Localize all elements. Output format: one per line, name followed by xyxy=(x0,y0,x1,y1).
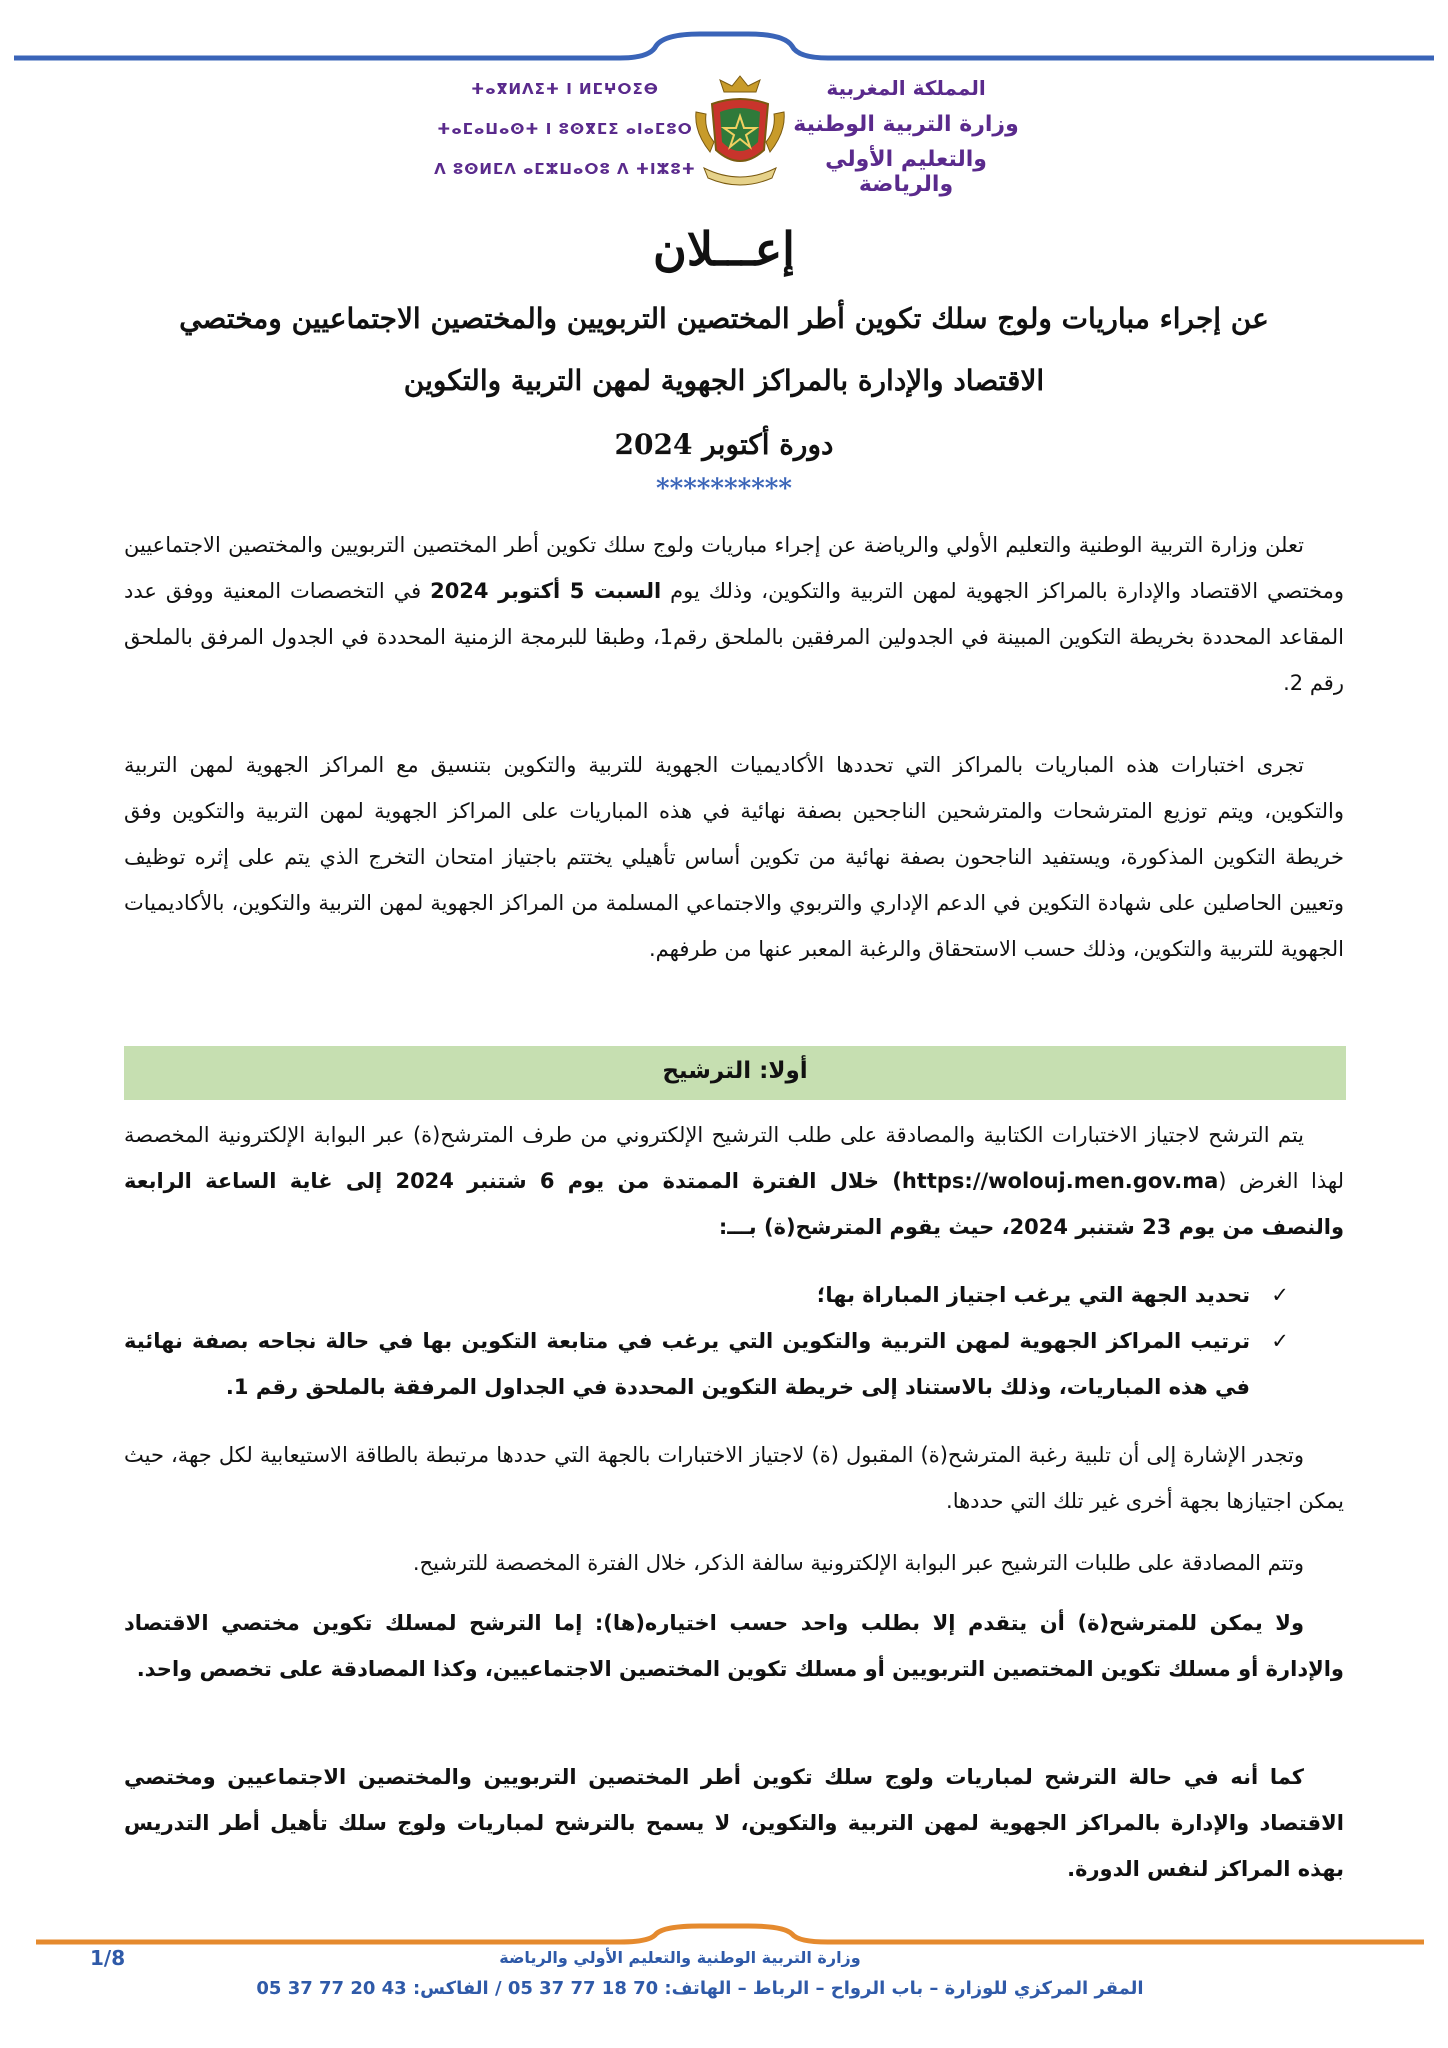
title-separator-stars: ********** xyxy=(656,474,792,504)
exclusion-note-text: كما أنه في حالة الترشح لمباريات ولوج سلك تكوين أطر المختصين التربويين والمختصين الاجتماعيين ومختصي الاقتصاد والإدارة بالمراكز الجهوية لمهن التربية والتكوين، لا يسمح بالترشح لمباريات ولوج سلك تأهيل أطر التدريس بهذه المراكز لنفس الدورة. xyxy=(124,1765,1344,1881)
section-heading-candidacy: أولا: الترشيح xyxy=(662,1058,808,1084)
footer-fax: 05 37 77 20 43 xyxy=(256,1978,407,1999)
capacity-note-paragraph xyxy=(124,1432,1344,1524)
exam-details-text: تجرى اختبارات هذه المباريات بالمراكز التي تحددها الأكاديميات الجهوية للتربية والتكوين بتنسيق مع المراكز الجهوية لمهن التربية والتكوين، ويتم توزيع المترشحات والمترشحين الناجحين بصفة نهائية في هذه المباريات على المراكز الجهوية لمهن التربية والتكوين وفق خريطة التكوين المذكورة، ويستفيد الناجحون بصفة نهائية من تكوين أساس تأهيلي يختتم باجتياز امتحان التخرج الذي يتم على إثره توظيف وتعيين الحاصلين على شهادة التكوين في الدعم الإداري والتربوي والاجتماعي المسلمة من المراكز الجهوية لمهن التربية والتكوين، بالأكاديميات الجهوية للتربية والتكوين، وذلك حسب الاستحقاق والرغبة المعبر عنها من طرفهم. xyxy=(124,753,1344,961)
intro-text-a: تعلن وزارة التربية الوطنية والتعليم الأولي والرياضة عن إجراء مباريات ولوج سلك تكوين أطر المختصين التربويين والمختصين الاجتماعيين ومختصي الاقتصاد والإدارة بالمراكز الجهوية لمهن التربية والتكوين، وذلك يوم xyxy=(124,533,1344,603)
candidacy-step-2-text: ترتيب المراكز الجهوية لمهن التربية والتكوين التي يرغب في متابعة التكوين بها في حالة نجاحه بصفة نهائية في هذه المباريات، وذلك بالاستناد إلى خريطة التكوين المحددة في الجداول المرفقة بالملحق رقم 1. xyxy=(124,1329,1250,1399)
header-tifinagh-line3: ⴷ ⵓⵙⵍⵎⴷ ⴰⵎⵣⵡⴰⵔⵓ ⴷ ⵜⵏⵣⵓⵜ xyxy=(434,160,696,178)
candidacy-step-1 xyxy=(124,1272,1300,1318)
candidacy-period: ) خلال الفترة الممتدة من يوم 6 شتنبر 2024 إلى غاية الساعة الرابعة والنصف من يوم 23 شتنبر 2024، حيث يقوم المترشح(ة) بـــ: xyxy=(124,1169,1344,1239)
intro-paragraph xyxy=(124,522,1344,706)
candidacy-text-a: يتم الترشح لاجتياز الاختبارات الكتابية والمصادقة على طلب الترشيح الإلكتروني من طرف المترشح(ة) عبر البوابة الإلكترونية المخصصة لهذا الغرض ( xyxy=(124,1123,1344,1193)
exclusion-note-paragraph xyxy=(124,1754,1344,1892)
footer-address-text: المقر المركزي للوزارة – باب الرواح – الرباط – الهاتف: xyxy=(658,1978,1144,1999)
page-number: 1/8 xyxy=(90,1946,126,1970)
exam-date: السبت 5 أكتوبر 2024 xyxy=(430,579,662,603)
candidacy-paragraph xyxy=(124,1112,1344,1250)
footer-phone: 05 37 77 18 70 xyxy=(507,1978,659,1999)
footer-ministry-name: وزارة التربية الوطنية والتعليم الأولي والرياضة xyxy=(499,1948,861,1967)
moroccan-coat-of-arms-icon xyxy=(690,72,790,192)
footer-address xyxy=(200,1978,1200,1999)
announcement-session: دورة أكتوبر 2024 xyxy=(614,428,834,461)
checkmark-icon: ✓ xyxy=(1271,1283,1289,1307)
announcement-title: إعـــلان xyxy=(653,222,795,276)
exam-details-paragraph xyxy=(124,742,1344,972)
header-ministry-line1: وزارة التربية الوطنية xyxy=(793,112,1019,137)
candidacy-steps-list xyxy=(124,1272,1300,1410)
header-tifinagh xyxy=(430,80,700,200)
announcement-subtitle-line1: عن إجراء مباريات ولوج سلك تكوين أطر المختصين التربويين والمختصين الاجتماعيين ومختصي xyxy=(179,302,1269,335)
candidacy-step-1-text: تحديد الجهة التي يرغب اجتياز المباراة بها؛ xyxy=(816,1283,1250,1307)
checkmark-icon: ✓ xyxy=(1271,1329,1289,1353)
intro-text-b: في التخصصات المعنية ووفق عدد المقاعد المحددة بخريطة التكوين المبينة في الجدولين المرفقين بالملحق رقم1، وطبقا للبرمجة الزمنية المحددة في الجدول المرفق بالملحق رقم 2. xyxy=(124,579,1345,695)
validation-note-text: وتتم المصادقة على طلبات الترشيح عبر البوابة الإلكترونية سالفة الذكر، خلال الفترة المخصصة للترشيح. xyxy=(412,1551,1304,1575)
header-tifinagh-line1: ⵜⴰⴳⵍⴷⵉⵜ ⵏ ⵍⵎⵖⵔⵉⴱ xyxy=(471,80,659,98)
header-ministry-line2: والتعليم الأولي والرياضة xyxy=(825,147,987,197)
announcement-subtitle-line2: الاقتصاد والإدارة بالمراكز الجهوية لمهن التربية والتكوين xyxy=(403,364,1045,397)
top-decorative-rule xyxy=(0,0,1448,70)
capacity-note-text: وتجدر الإشارة إلى أن تلبية رغبة المترشح(ة) المقبول (ة) لاجتياز الاختبارات بالجهة التي حددها مرتبطة بالطاقة الاستيعابية لكل جهة، حيث يمكن اجتيازها بجهة أخرى غير تلك التي حددها. xyxy=(124,1443,1344,1513)
footer-fax-label: / الفاكس: xyxy=(406,1978,508,1999)
header-tifinagh-line2: ⵜⴰⵎⴰⵡⴰⵙⵜ ⵏ ⵓⵙⴳⵎⵉ ⴰⵏⴰⵎⵓⵔ xyxy=(437,120,693,138)
single-application-paragraph xyxy=(124,1600,1344,1692)
candidacy-step-2 xyxy=(124,1318,1300,1410)
header-arabic xyxy=(776,76,1036,197)
validation-note-paragraph xyxy=(124,1540,1344,1586)
header-kingdom: المملكة المغربية xyxy=(826,76,986,100)
candidacy-portal-link[interactable]: https://wolouj.men.gov.ma xyxy=(901,1169,1219,1193)
single-application-text: ولا يمكن للمترشح(ة) أن يتقدم إلا بطلب واحد حسب اختياره(ها): إما الترشح لمسلك تكوين مختصي الاقتصاد والإدارة أو مسلك تكوين المختصين التربويين أو مسلك تكوين المختصين الاجتماعيين، وكذا المصادقة على تخصص واحد. xyxy=(124,1611,1344,1681)
